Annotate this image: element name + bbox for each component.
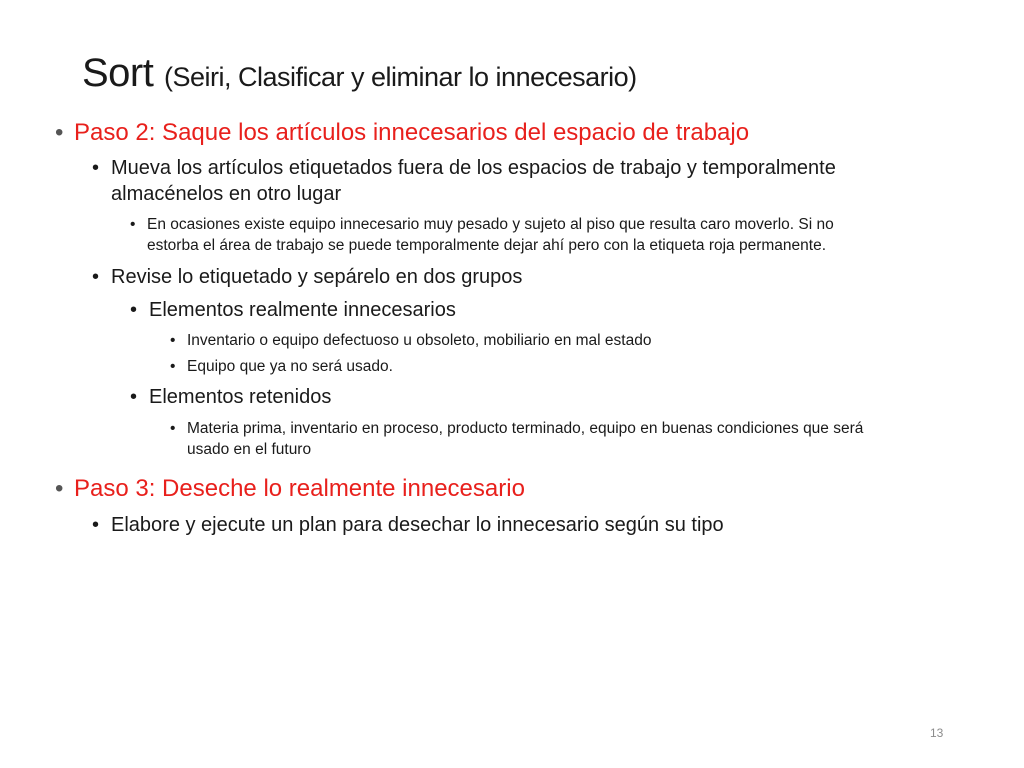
bullet-icon: • [55,119,64,146]
bullet-icon: • [55,475,64,502]
heavy-equipment-line1: En ocasiones existe equipo innecesario muy pesado y sujeto al piso que resulta caro moverlo. Si no [147,216,834,233]
bullet-icon: • [92,157,100,179]
bullet-icon: • [170,358,176,375]
move-items-line2: almacénelos en otro lugar [111,183,342,205]
heavy-equipment-line2: estorba el área de trabajo se puede temporalmente dejar ahí pero con la etiqueta roja permanente. [147,237,826,254]
bullet-icon: • [130,299,138,321]
unneeded-item-1-text: Inventario o equipo defectuoso u obsoleto, mobiliario en mal estado [187,332,652,349]
unneeded-item-2-text: Equipo que ya no será usado. [187,358,393,375]
step2-heading: Paso 2: Saque los artículos innecesarios del espacio de trabajo [74,119,750,146]
retained-item-1-line1: Materia prima, inventario en proceso, producto terminado, equipo en buenas condiciones que será [187,420,864,437]
bullet-icon: • [130,386,138,408]
bullet-icon: • [130,216,136,233]
bullet-icon: • [170,420,176,437]
move-items-line1: Mueva los artículos etiquetados fuera de los espacios de trabajo y temporalmente [111,157,836,179]
unneeded-heading: Elementos realmente innecesarios [149,299,456,321]
bullet-icon: • [170,332,176,349]
step3-heading: Paso 3: Deseche lo realmente innecesario [74,475,525,502]
title-subtitle: (Seiri, Clasificar y eliminar lo innecesario) [163,62,637,92]
retained-item-1-line2: usado en el futuro [187,441,312,458]
plan-text: Elabore y ejecute un plan para desechar lo innecesario según su tipo [111,514,724,536]
page-number: 13 [930,726,944,740]
bullet-icon: • [92,514,100,536]
slide-title [82,48,637,102]
title-main: Sort [82,51,154,95]
retained-heading: Elementos retenidos [149,386,332,408]
bullet-icon: • [92,266,100,288]
review-text: Revise lo etiquetado y sepárelo en dos grupos [111,266,523,288]
